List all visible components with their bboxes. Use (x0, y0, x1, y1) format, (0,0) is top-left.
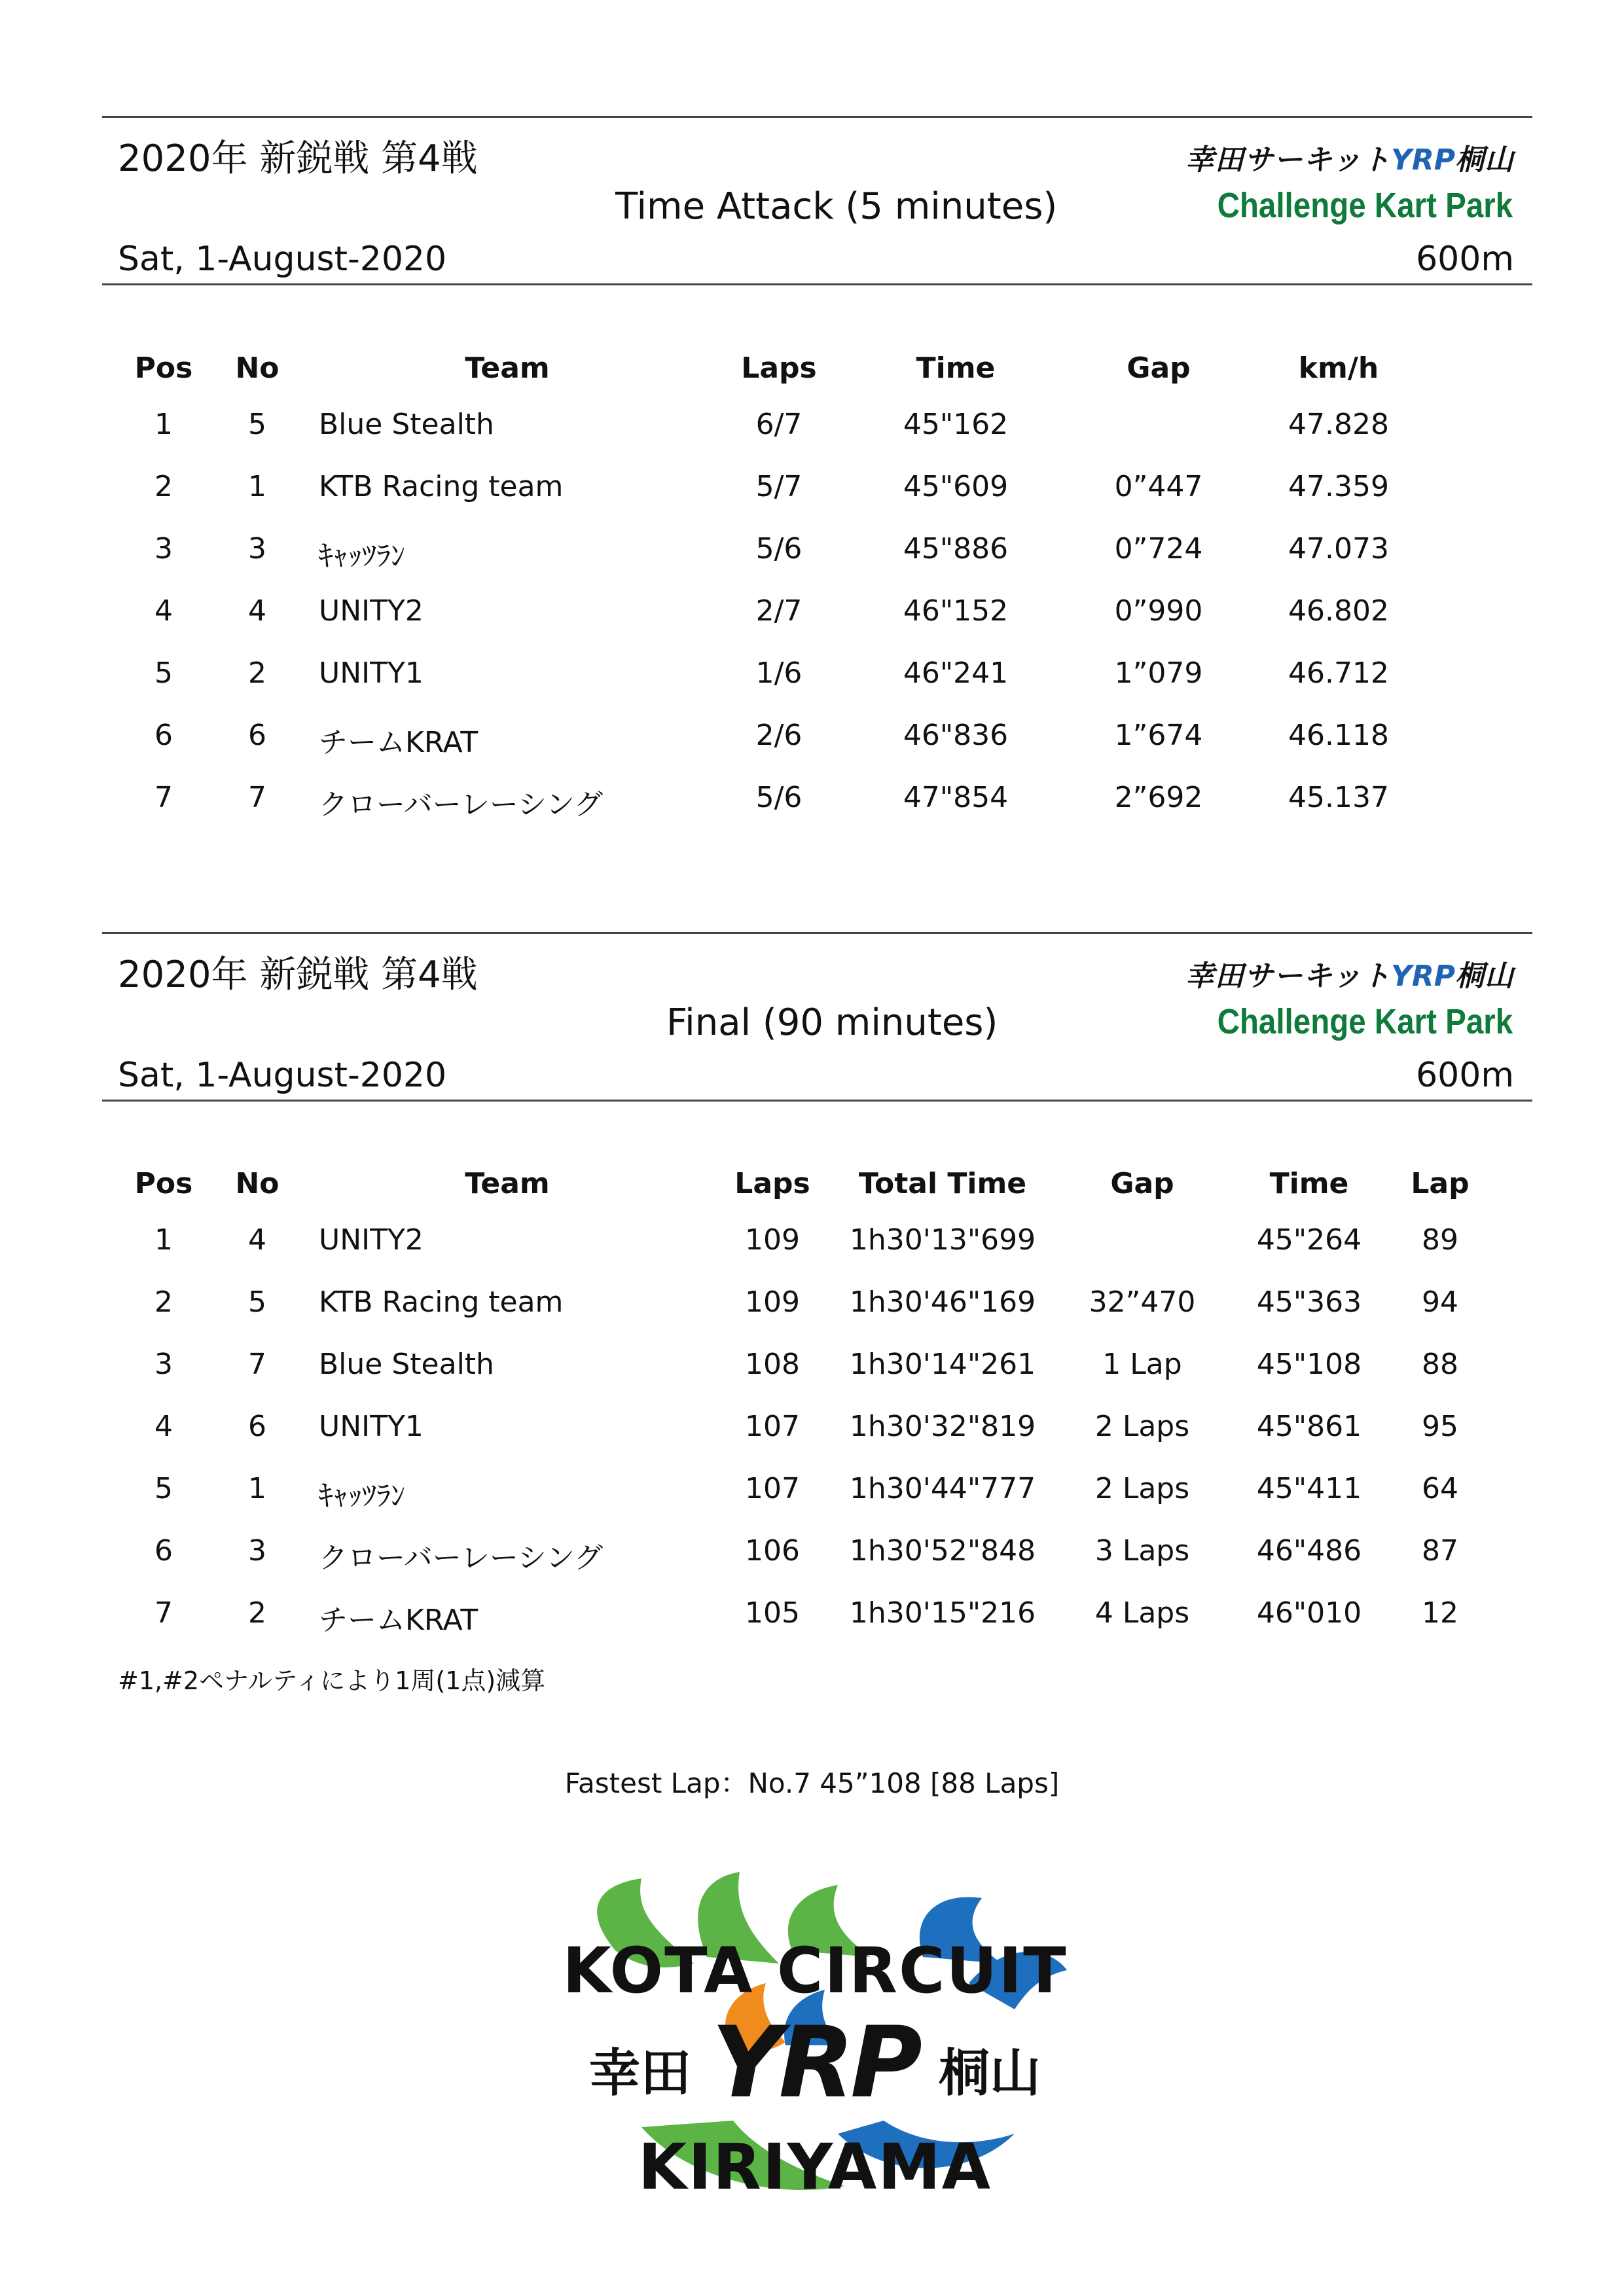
cell-gap: 4 Laps (1094, 1596, 1190, 1630)
cell-best-lap: 64 (1422, 1472, 1458, 1505)
cell-laps: 1/6 (755, 656, 803, 690)
cell-gap: 2 Laps (1094, 1410, 1190, 1443)
cell-pos: 7 (154, 781, 173, 814)
cell-no: 4 (248, 594, 266, 628)
cell-team: UNITY2 (319, 1223, 424, 1257)
brand-srp-mark: YRP (1391, 960, 1455, 993)
cell-total-time: 1h30'52"848 (849, 1534, 1036, 1568)
col-time-header: Time (916, 351, 996, 385)
cell-no: 6 (248, 719, 266, 752)
cell-no: 2 (248, 656, 266, 690)
cell-pos: 3 (154, 1348, 173, 1381)
cell-laps: 5/6 (755, 532, 803, 565)
cell-gap: 1”674 (1114, 719, 1203, 752)
brand-city: 桐山 (1455, 960, 1514, 993)
cell-no: 3 (248, 1534, 266, 1568)
cell-time: 45"609 (903, 470, 1009, 503)
cell-time: 45"162 (903, 408, 1009, 441)
cell-best-time: 46"486 (1256, 1534, 1362, 1568)
penalty-note: #1,#2ペナルティにより1周(1点)減算 (118, 1666, 546, 1695)
cell-speed: 47.828 (1288, 408, 1389, 441)
cell-speed: 47.359 (1288, 470, 1389, 503)
cell-team: Blue Stealth (319, 408, 494, 441)
cell-no: 4 (248, 1223, 266, 1257)
col-team-header: Team (465, 1167, 550, 1200)
cell-best-lap: 88 (1422, 1348, 1458, 1381)
cell-best-lap: 95 (1422, 1410, 1458, 1443)
cell-team: チームKRAT (319, 726, 478, 759)
section2-brand-en: Challenge Kart Park (1217, 1002, 1513, 1041)
section2-bottom-rule (102, 1100, 1532, 1102)
fastest-lap-line: Fastest Lap：No.7 45”108 [88 Laps] (564, 1767, 1060, 1799)
col-team-header: Team (465, 351, 550, 385)
cell-speed: 45.137 (1288, 781, 1389, 814)
logo-right-jp: 桐山 (938, 2044, 1041, 2103)
cell-best-time: 46"010 (1256, 1596, 1362, 1630)
cell-laps: 2/7 (755, 594, 803, 628)
section1-series-title: 2020年 新鋭戦 第4戦 (118, 137, 478, 180)
cell-no: 2 (248, 1596, 266, 1630)
brand-circuit-name: 幸田サーキット (1185, 143, 1391, 177)
cell-pos: 4 (154, 594, 173, 628)
cell-best-time: 45"363 (1256, 1285, 1362, 1319)
section1-brand-jp (1185, 136, 1514, 178)
brand-city: 桐山 (1455, 143, 1514, 177)
cell-no: 6 (248, 1410, 266, 1443)
cell-team: KTB Racing team (319, 1285, 564, 1319)
cell-pos: 6 (154, 719, 173, 752)
cell-team: UNITY1 (319, 656, 424, 690)
cell-no: 1 (248, 1472, 266, 1505)
section1-date: Sat, 1-August-2020 (118, 240, 447, 279)
col-gap-header: Gap (1127, 351, 1191, 385)
cell-total-time: 1h30'15"216 (849, 1596, 1036, 1630)
col-no-header: No (235, 1167, 280, 1200)
cell-laps: 109 (745, 1223, 800, 1257)
section1-brand-en: Challenge Kart Park (1217, 186, 1513, 225)
cell-gap: 1 Lap (1102, 1348, 1182, 1381)
cell-time: 46"241 (903, 656, 1009, 690)
cell-gap: 1”079 (1114, 656, 1203, 690)
col-best-lap-header: Lap (1411, 1167, 1470, 1200)
cell-gap: 2 Laps (1094, 1472, 1190, 1505)
cell-best-lap: 89 (1422, 1223, 1458, 1257)
cell-team: クローバーレーシング (319, 788, 604, 821)
cell-best-lap: 94 (1422, 1285, 1458, 1319)
cell-speed: 46.712 (1288, 656, 1389, 690)
cell-gap: 0”724 (1114, 532, 1203, 565)
col-laps-header: Laps (734, 1167, 810, 1200)
section2-track-length: 600m (1416, 1056, 1514, 1095)
section1-top-rule (102, 116, 1532, 118)
cell-team: ｷｬｯﾂﾗﾝ (319, 539, 405, 573)
cell-laps: 6/7 (755, 408, 803, 441)
cell-pos: 6 (154, 1534, 173, 1568)
cell-no: 5 (248, 1285, 266, 1319)
cell-team: ｷｬｯﾂﾗﾝ (319, 1479, 405, 1513)
cell-laps: 5/7 (755, 470, 803, 503)
cell-team: UNITY2 (319, 594, 424, 628)
cell-total-time: 1h30'46"169 (849, 1285, 1036, 1319)
logo-left-jp: 幸田 (589, 2044, 692, 2103)
logo-center-mark: YRP (711, 2006, 919, 2120)
section2-series-title: 2020年 新鋭戦 第4戦 (118, 954, 478, 996)
cell-laps: 107 (745, 1410, 800, 1443)
cell-pos: 7 (154, 1596, 173, 1630)
kota-circuit-logo (543, 1872, 1087, 2212)
cell-best-time: 45"861 (1256, 1410, 1362, 1443)
cell-team: KTB Racing team (319, 470, 564, 503)
cell-pos: 1 (154, 1223, 173, 1257)
cell-team: Blue Stealth (319, 1348, 494, 1381)
cell-gap: 32”470 (1089, 1285, 1196, 1319)
cell-team: クローバーレーシング (319, 1541, 604, 1575)
cell-best-lap: 87 (1422, 1534, 1458, 1568)
cell-no: 7 (248, 781, 266, 814)
cell-pos: 2 (154, 1285, 173, 1319)
cell-pos: 3 (154, 532, 173, 565)
logo-line3: KIRIYAMA (638, 2130, 992, 2204)
cell-speed: 46.802 (1288, 594, 1389, 628)
cell-pos: 5 (154, 1472, 173, 1505)
section2-date: Sat, 1-August-2020 (118, 1056, 447, 1095)
cell-time: 46"152 (903, 594, 1009, 628)
section1-bottom-rule (102, 283, 1532, 285)
cell-no: 1 (248, 470, 266, 503)
cell-gap: 2”692 (1114, 781, 1203, 814)
col-pos-header: Pos (134, 1167, 193, 1200)
section2-event-name: Final (90 minutes) (666, 1001, 998, 1044)
cell-speed: 47.073 (1288, 532, 1389, 565)
cell-total-time: 1h30'44"777 (849, 1472, 1036, 1505)
cell-best-lap: 12 (1422, 1596, 1458, 1630)
col-no-header: No (235, 351, 280, 385)
col-gap-header: Gap (1110, 1167, 1174, 1200)
cell-laps: 2/6 (755, 719, 803, 752)
cell-team: チームKRAT (319, 1604, 478, 1637)
section2-top-rule (102, 932, 1532, 934)
cell-total-time: 1h30'13"699 (849, 1223, 1036, 1257)
cell-laps: 108 (745, 1348, 800, 1381)
cell-no: 7 (248, 1348, 266, 1381)
cell-team: UNITY1 (319, 1410, 424, 1443)
cell-time: 46"836 (903, 719, 1009, 752)
cell-best-time: 45"264 (1256, 1223, 1362, 1257)
cell-laps: 106 (745, 1534, 800, 1568)
cell-pos: 5 (154, 656, 173, 690)
cell-pos: 1 (154, 408, 173, 441)
cell-no: 3 (248, 532, 266, 565)
cell-pos: 4 (154, 1410, 173, 1443)
cell-time: 45"886 (903, 532, 1009, 565)
section1-track-length: 600m (1416, 240, 1514, 279)
cell-no: 5 (248, 408, 266, 441)
cell-best-time: 45"411 (1256, 1472, 1362, 1505)
col-total-time-header: Total Time (858, 1167, 1027, 1200)
col-pos-header: Pos (134, 351, 193, 385)
col-speed-header: km/h (1298, 351, 1379, 385)
cell-laps: 109 (745, 1285, 800, 1319)
cell-laps: 107 (745, 1472, 800, 1505)
cell-gap: 0”447 (1114, 470, 1203, 503)
brand-circuit-name: 幸田サーキット (1185, 960, 1391, 993)
cell-laps: 5/6 (755, 781, 803, 814)
cell-laps: 105 (745, 1596, 800, 1630)
section1-event-name: Time Attack (5 minutes) (615, 185, 1058, 228)
col-best-time-header: Time (1269, 1167, 1349, 1200)
cell-best-time: 45"108 (1256, 1348, 1362, 1381)
cell-pos: 2 (154, 470, 173, 503)
cell-time: 47"854 (903, 781, 1009, 814)
col-laps-header: Laps (741, 351, 817, 385)
brand-srp-mark: YRP (1391, 143, 1455, 177)
section2-brand-jp (1185, 952, 1514, 994)
cell-total-time: 1h30'32"819 (849, 1410, 1036, 1443)
cell-speed: 46.118 (1288, 719, 1389, 752)
cell-gap: 0”990 (1114, 594, 1203, 628)
cell-total-time: 1h30'14"261 (849, 1348, 1036, 1381)
cell-gap: 3 Laps (1094, 1534, 1190, 1568)
logo-line1: KOTA CIRCUIT (562, 1934, 1068, 2007)
